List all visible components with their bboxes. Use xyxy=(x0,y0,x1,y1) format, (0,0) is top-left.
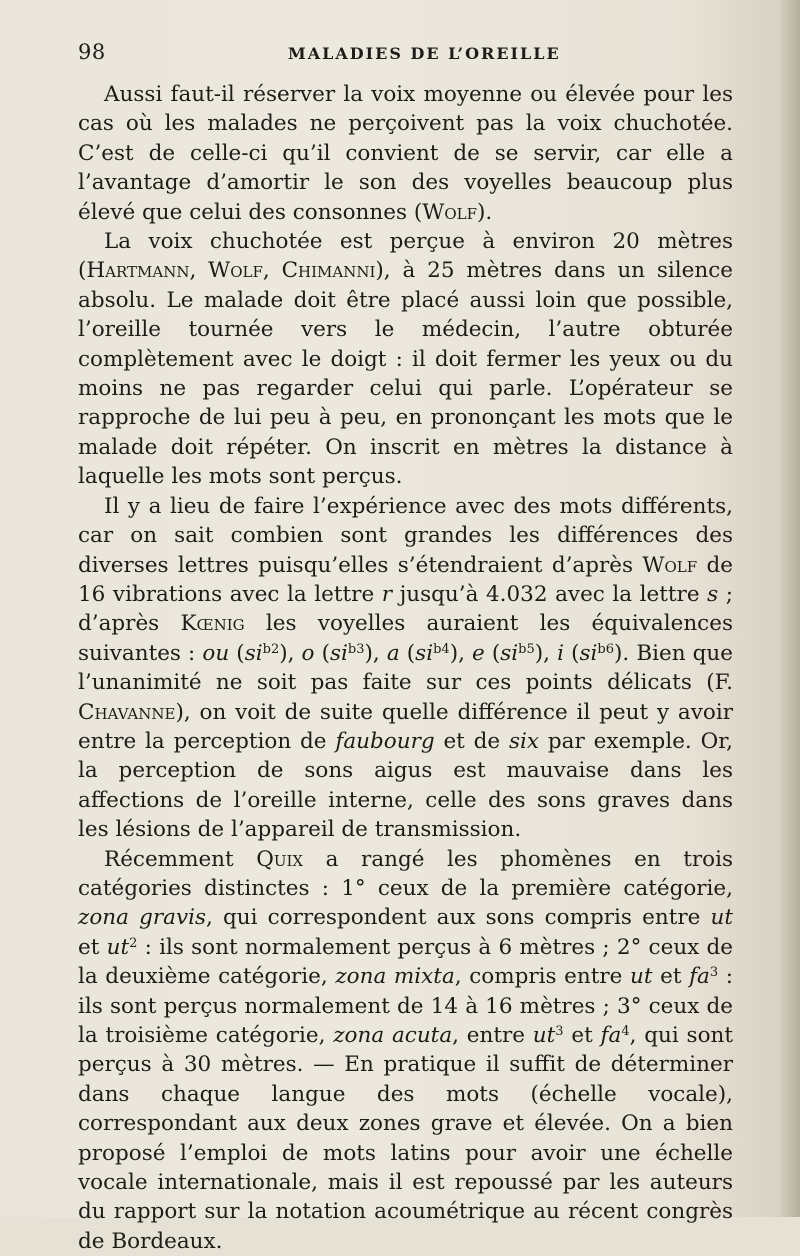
text-run: ), xyxy=(279,640,302,666)
text-run: ). xyxy=(477,199,493,225)
text-run: ), xyxy=(449,640,473,666)
italic-term: si xyxy=(579,640,598,666)
author-name: Wolf xyxy=(642,552,698,578)
text-run: , entre xyxy=(452,1023,533,1048)
italic-term: fa xyxy=(600,1023,622,1048)
text-run: : ils sont perçus normalement de 14 à 16 mètres ; 3° ceux de la troisième catégorie, xyxy=(78,964,733,1048)
text-run: ), xyxy=(534,640,558,666)
author-name: Wolf xyxy=(208,258,263,284)
text-run: , qui sont perçus à 30 mètres. — En pratique il suffit de déterminer dans chaque langue des mots (échelle vocale), correspondant aux deux zones grave et élevée. On a bien proposé l’emploi de mots latins pour avoir une échelle vocale internationale, mais il est repoussé par les auteurs du rapport sur la notation acoumétrique au récent congrès de Bordeaux. xyxy=(78,1023,733,1254)
superscript: 3 xyxy=(555,1024,564,1039)
italic-term: ut xyxy=(106,934,130,960)
italic-term: e xyxy=(472,640,485,666)
superscript: b2 xyxy=(262,641,280,657)
text-run: ( xyxy=(314,640,330,666)
italic-term: si xyxy=(244,640,263,666)
italic-term: ut xyxy=(629,964,653,990)
text-run: ( xyxy=(563,640,580,666)
italic-term: o xyxy=(301,640,315,666)
text-run: ), à 25 mètres dans un silence absolu. Le malade doit être placé aussi loin que possible, l’oreille tournée vers le médecin, l’autre obturée complètement avec le doigt : il doit fermer les yeux ou du moins ne pas regarder celui qui parle. L’opérateur se rapproche de lui peu à peu, en prononçant les mots que le malade doit répéter. On inscrit en mètres la distance à laquelle les mots sont perçus. xyxy=(78,258,733,490)
superscript: b4 xyxy=(433,641,450,657)
italic-term: s xyxy=(707,581,719,607)
text-run: Récemment xyxy=(104,846,257,872)
author-name: Wolf xyxy=(422,199,477,225)
superscript: 2 xyxy=(129,935,138,951)
page-header xyxy=(78,40,733,70)
text-run: ). Bien que l’unanimité ne soit pas faite sur ces points délicats (F. xyxy=(78,640,733,696)
text-run: La voix chuchotée est perçue à environ 20 mètres ( xyxy=(78,229,733,284)
author-name: Chimanni xyxy=(281,258,376,284)
paragraph-4 xyxy=(78,845,733,1256)
superscript: b6 xyxy=(597,641,614,657)
text-run: les voyelles auraient les équivalences suivantes : xyxy=(78,611,733,666)
text-run: , compris entre xyxy=(454,964,630,990)
italic-term: ou xyxy=(202,640,230,666)
italic-term: si xyxy=(415,640,434,666)
page-number: 98 xyxy=(78,40,106,64)
paragraph-3 xyxy=(78,492,733,845)
paragraph-1 xyxy=(78,80,733,227)
author-name: Hartmann xyxy=(86,258,190,284)
text-run: , xyxy=(189,258,209,284)
superscript: 3 xyxy=(709,965,719,981)
italic-term: r xyxy=(381,581,393,607)
text-run: : ils sont normalement perçus à 6 mètres ; 2° ceux de la deuxième catégorie, xyxy=(78,934,734,990)
italic-term: zona gravis xyxy=(78,905,207,931)
italic-term: ut xyxy=(710,905,733,931)
author-name: Kœnig xyxy=(180,611,245,637)
text-run: et xyxy=(78,934,107,960)
superscript: b3 xyxy=(347,641,365,657)
italic-term: i xyxy=(557,640,564,666)
text-run: jusqu’à 4.032 avec la lettre xyxy=(392,581,708,607)
superscript: 4 xyxy=(621,1024,630,1039)
text-run: par exemple. Or, la perception de sons aigus est mauvaise dans les affections de l’oreille interne, celle des sons graves dans les lésions de l’appareil de transmission. xyxy=(78,728,733,843)
paragraph-2 xyxy=(78,227,733,492)
binding-shadow xyxy=(778,0,800,1217)
italic-term: ut xyxy=(532,1023,556,1048)
italic-term: si xyxy=(500,640,519,666)
text-run: ( xyxy=(399,640,416,666)
text-run: , qui correspondent aux sons compris entre xyxy=(206,905,711,931)
author-name: Chavanne xyxy=(78,699,176,725)
superscript: b5 xyxy=(518,641,535,657)
italic-term: si xyxy=(330,640,348,666)
italic-term: fa xyxy=(689,964,710,990)
text-run: et xyxy=(563,1023,601,1048)
text-run: ( xyxy=(484,640,501,666)
text-run: ), xyxy=(364,640,387,666)
italic-term: zona acuta xyxy=(333,1023,453,1048)
text-run: et xyxy=(652,964,690,990)
text-run: , xyxy=(262,258,282,284)
text-run: ; d’après xyxy=(78,581,734,637)
text-run: Il y a lieu de faire l’expérience avec des mots différents, car on sait combien sont grandes les différences des diverses lettres puisqu’elles s’étendraient d’après xyxy=(78,493,733,578)
italic-term: faubourg xyxy=(335,728,435,754)
text-run: ), on voit de suite quelle différence il peut y avoir entre la perception de xyxy=(78,699,733,754)
text-run: de 16 vibrations avec la lettre xyxy=(78,552,733,607)
text-run: et de xyxy=(434,728,509,754)
running-title: MALADIES DE L’OREILLE xyxy=(288,44,561,63)
italic-term: zona mixta xyxy=(335,964,455,990)
text-run: a rangé les phomènes en trois catégories distinctes : 1° ceux de la première catégorie, xyxy=(78,846,733,901)
author-name: Quix xyxy=(256,846,304,872)
body-text xyxy=(78,80,733,1256)
text-run: ( xyxy=(229,640,245,666)
text-run: Aussi faut-il réserver la voix moyenne ou élevée pour les cas où les malades ne perçoivent pas la voix chuchotée. C’est de celle-ci qu’il convient de se servir, car elle a l’avantage d’amortir le son des voyelles beaucoup plus élevé que celui des consonnes ( xyxy=(78,82,733,225)
italic-term: a xyxy=(386,640,400,666)
italic-term: six xyxy=(509,728,540,754)
